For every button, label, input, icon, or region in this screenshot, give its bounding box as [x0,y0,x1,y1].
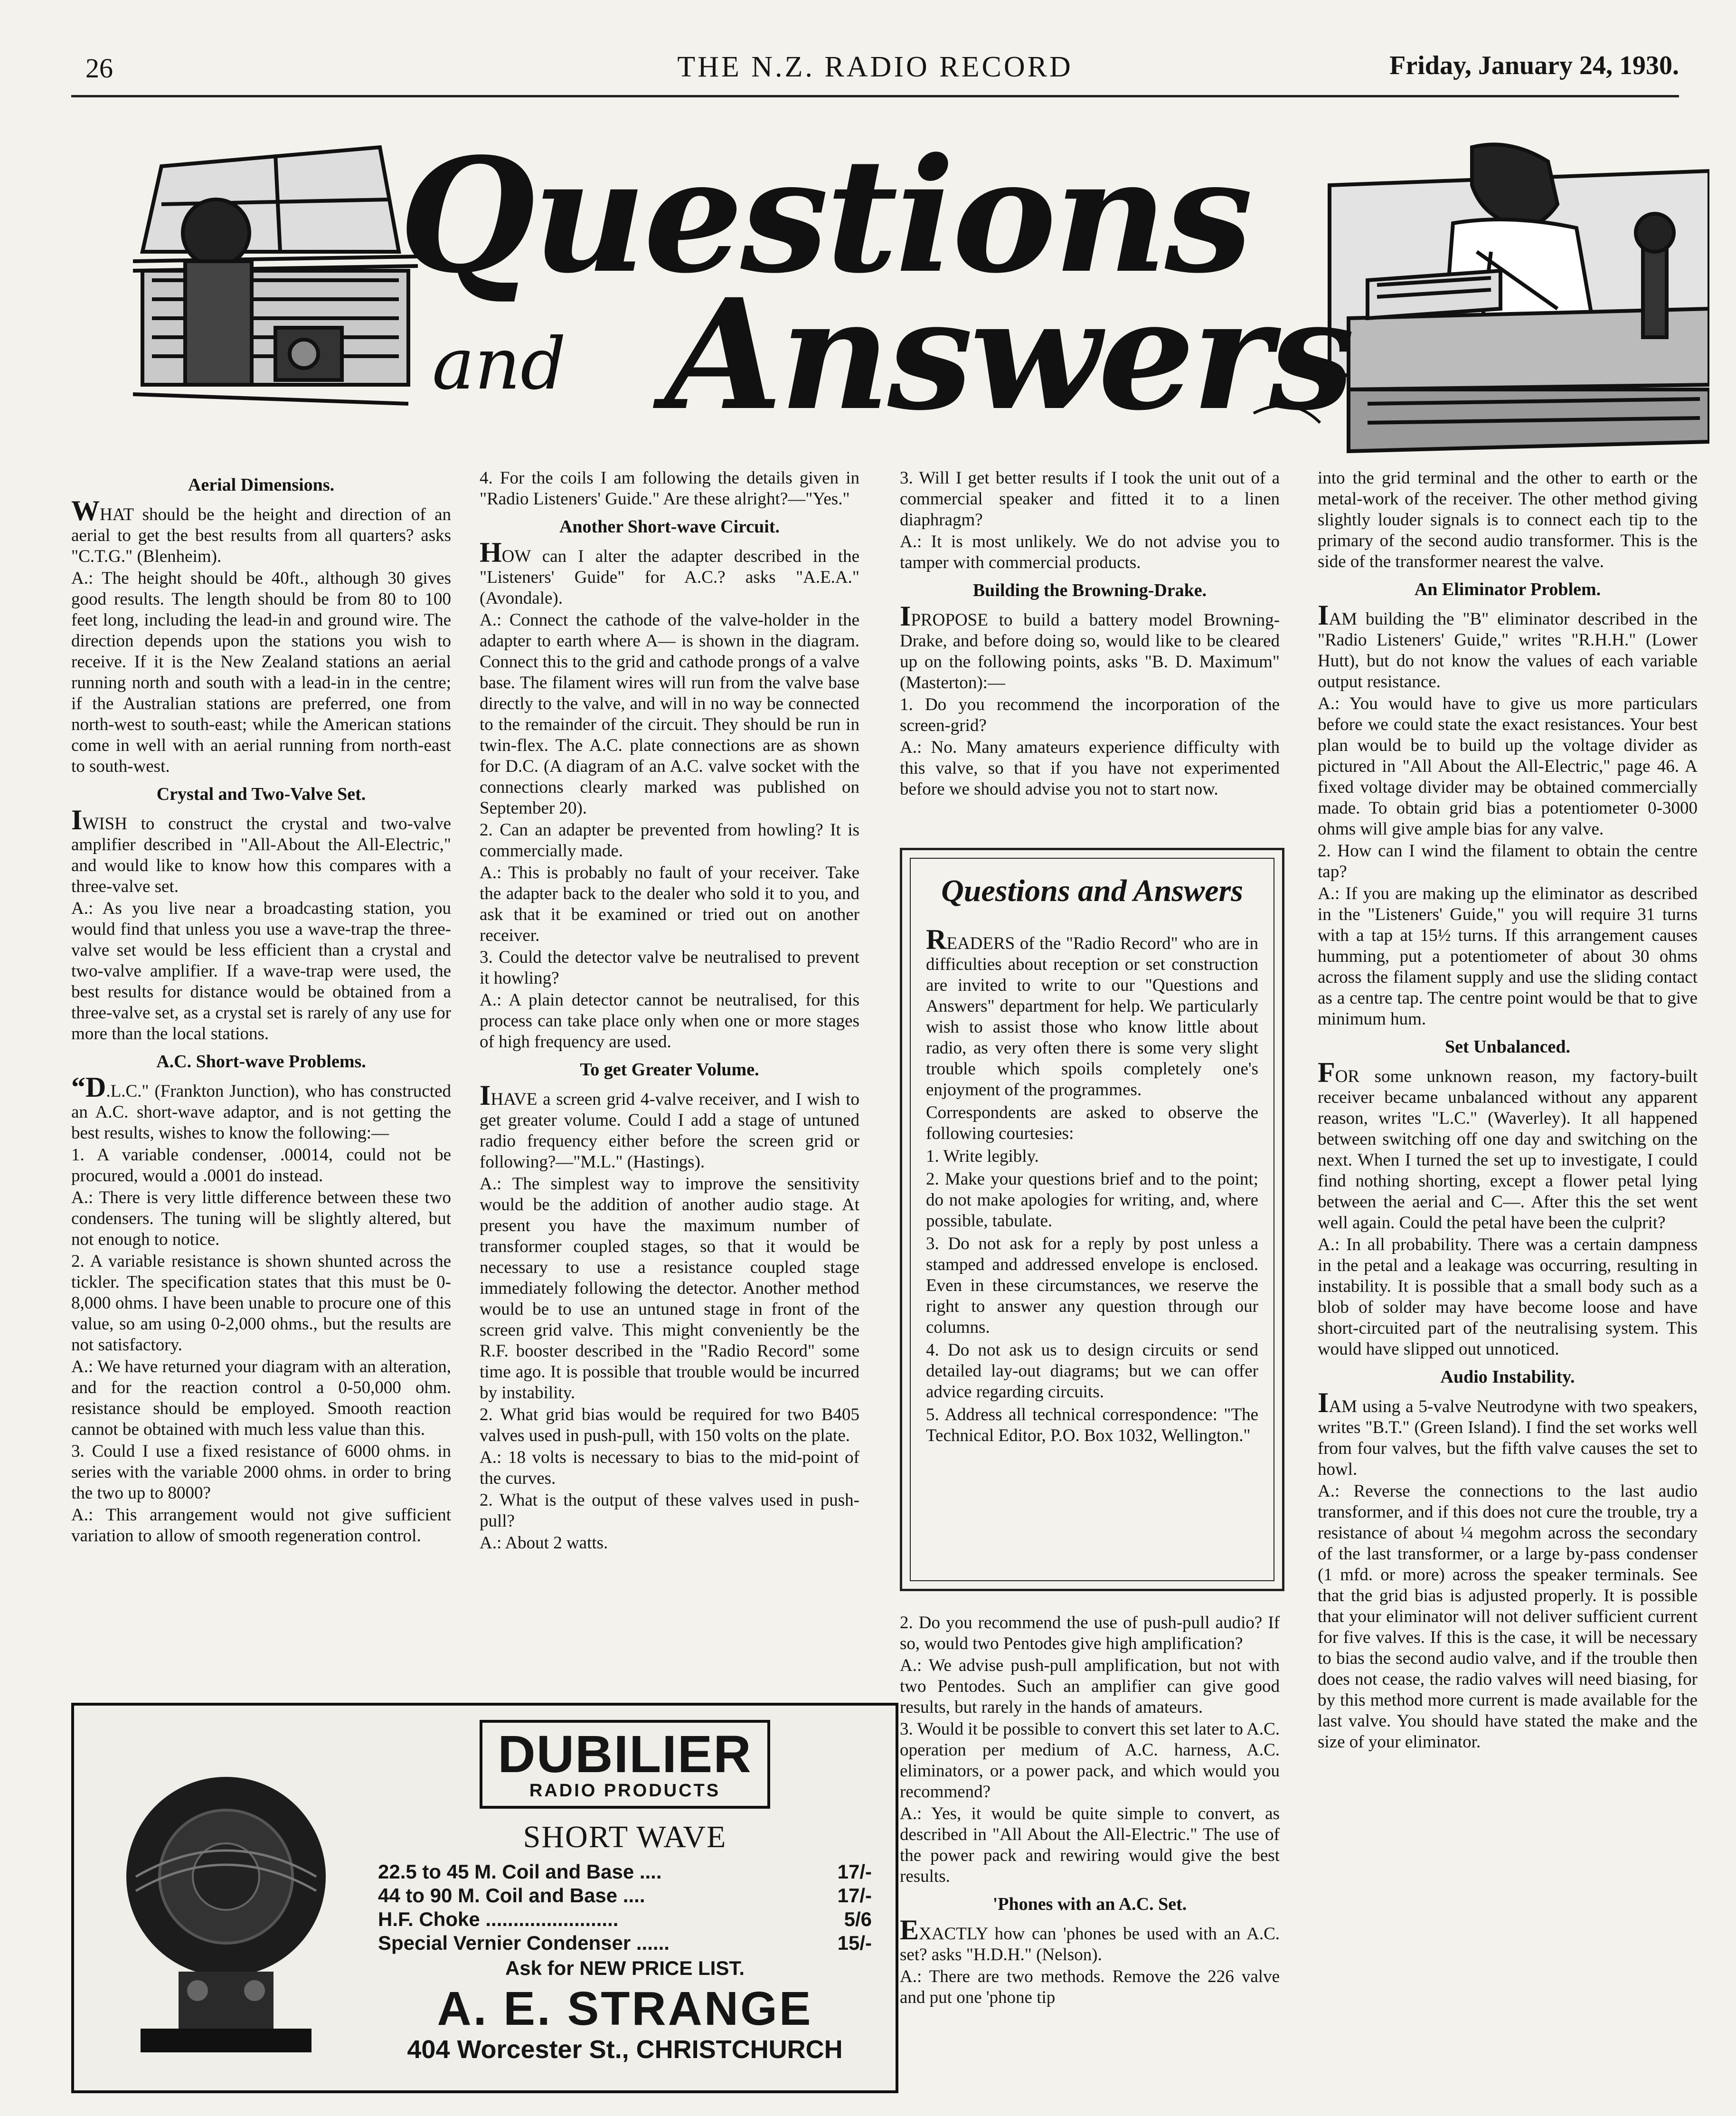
paragraph-text: OW can I alter the adapter described in the "Listeners' Guide" for A.C.? asks "A.E.A." (Avondale). [480,547,859,608]
ad-heading: SHORT WAVE [523,1820,727,1854]
banner-word-answers: Answers [665,266,1352,444]
paragraph [480,947,859,989]
drop-cap: “D [71,1072,106,1103]
paragraph-text: 3. Could I use a fixed resistance of 6000 ohms. in series with the variable 2000 ohms. in order to bring the two up to 8000? [71,1442,451,1503]
paragraph-text: 4. For the coils I am following the details given in "Radio Listeners' Guide." Are these alright?—"Yes." [480,468,859,509]
paragraph-text: HAVE a screen grid 4-valve receiver, and I wish to get greater volume. Could I add a stage of untuned radio frequency either before the screen grid or following?—"M.L." (Hastings). [480,1090,859,1172]
brand-subtitle: RADIO PRODUCTS [529,1781,721,1801]
banner-title [399,123,1444,456]
paragraph [480,1447,859,1489]
paragraph-text: 2. A variable resistance is shown shunted across the tickler. The specification states that this must be 0-8,000 ohms. I have been unable to procure one of this value, so am using 0-2,000 ohms., but the results are not satisfactory. [71,1252,451,1355]
product-name: 44 to 90 M. Coil and Base .... [378,1884,645,1907]
brand-name: DUBILIER [498,1725,752,1784]
paragraph-text: A.: It is most unlikely. We do not advise you to tamper with commercial products. [900,532,1280,572]
box-paragraph [926,1169,1258,1232]
paragraph-text: A.: About 2 watts. [480,1533,608,1553]
paragraph-text: 2. What grid bias would be required for two B405 valves used in push-pull, with 150 volts on the plate. [480,1405,859,1445]
drop-cap: I [900,600,911,632]
paragraph [1318,599,1698,693]
product-name: Special Vernier Condenser ...... [378,1932,670,1954]
section-heading: Set Unbalanced. [1445,1037,1570,1057]
paragraph [480,468,859,510]
product-price: 17/- [837,1860,872,1883]
info-box-title: Questions and Answers [941,873,1243,908]
paragraph-text: AM using a 5-valve Neutrodyne with two speakers, writes "B.T." (Green Island). I find the set works well from four valves, but the fifth valve causes the set to howl. [1318,1397,1698,1479]
paragraph-text: AM building the "B" eliminator described in the "Radio Listeners' Guide," writes "R.H.H." (Lower Hutt), but do not know the values of each variable output resistance. [1318,609,1698,692]
section-heading: 'Phones with an A.C. Set. [992,1894,1187,1914]
publication-title: THE N.Z. RADIO RECORD [677,51,1073,83]
paragraph [480,863,859,946]
paragraph-text: WISH to construct the crystal and two-valve amplifier described in "All-About the All-Electric," and would like to know how this compares with a three-valve set. [71,814,451,896]
paragraph [900,1966,1280,2008]
paragraph [900,737,1280,800]
paragraph [900,531,1280,573]
paragraph-text: A.: We advise push-pull amplification, but not with two Pentodes. Such an amplifier can give good results, but rarely in the hands of amateurs. [900,1656,1280,1717]
box-paragraph [926,1146,1258,1167]
paragraph [71,1357,451,1440]
page-header [71,47,1679,85]
paragraph-text: A.: This is probably no fault of your receiver. Take the adapter back to the dealer who sold it to you, and ask that it be examined or tried out on another receiver. [480,863,859,945]
paragraph-text: 2. Can an adapter be prevented from howling? It is commercially made. [480,820,859,861]
issue-date: Friday, January 24, 1930. [1389,51,1679,80]
paragraph [900,1803,1280,1887]
paragraph-text: A.: We have returned your diagram with an alteration, and for the reaction control a 0-50,000 ohm. resistance should be employed. Smooth reaction cannot be obtained with much less value than this. [71,1357,451,1439]
drop-cap: I [480,1080,491,1111]
paragraph [71,1505,451,1547]
box-paragraph-text: Correspondents are asked to observe the following courtesies: [926,1103,1258,1143]
paragraph [900,1613,1280,1654]
section-heading: To get Greater Volume. [580,1060,759,1080]
price-row [378,1860,872,1884]
paragraph-text: 3. Will I get better results if I took the unit out of a commercial speaker and fitted it to a linen diaphragm? [900,468,1280,530]
column-3-bottom [900,1613,1280,2009]
paragraph [71,1441,451,1504]
paragraph-text: A.: The height should be 40ft., although 30 gives good results. The length should be from 80 to 100 feet long, including the lead-in and ground wire. The direction depends upon the stations you wish to receive. If it is the New Zealand stations an aerial running north and south with a lead-in in the centre; if the Australian stations are preferred, one from north-west to south-east; while the American stations come in well with an aerial running from north-east to south-west. [71,569,451,776]
drop-cap: I [71,804,83,835]
paragraph-text: 3. Could the detector valve be neutralised to prevent it howling? [480,948,859,988]
drop-cap: W [71,495,100,526]
box-paragraph [926,1102,1258,1144]
paragraph-text: A.: 18 volts is necessary to bias to the mid-point of the curves. [480,1448,859,1488]
paragraph [480,1080,859,1173]
banner-word-and: and [432,323,566,406]
paragraph-text: A.: In all probability. There was a certain dampness in the petal and a leakage was occurring, resulting in instability. It is possible that a small body such as a blob of solder may have become loose and have short-circuited part of the neutralising system. This would have slipped out unnoticed. [1318,1235,1698,1359]
drop-cap: I [1318,1387,1329,1418]
paragraph [480,537,859,609]
box-paragraph-text: 3. Do not ask for a reply by post unless a stamped and addressed envelope is enclosed. Even in these circumstances, we reserve the right to answer any question through our columns. [926,1234,1258,1337]
paragraph [71,1072,451,1144]
paragraph-text: A.: As you live near a broadcasting station, you would find that unless you use a wave-trap the three-valve set would be less efficient than a crystal and two-valve amplifier. If a wave-trap were used, the best results for distance would be obtained from a three-valve set, as a crystal set is rarely of any use for more than the local stations. [71,899,451,1044]
box-paragraph [926,1404,1258,1446]
section-heading: A.C. Short-wave Problems. [156,1052,366,1072]
product-price: 5/6 [844,1908,872,1930]
paragraph-text: 2. How can I wind the filament to obtain the centre tap? [1318,841,1698,882]
paragraph [900,600,1280,693]
paragraph-text: A.: You would have to give us more particulars before we could state the exact resistances. Your best plan would be to build up the voltage divider as pictured in "All About the All-Electric," page 46. A fixed voltage divider may be obtained commercially made. To obtain grid bias a potentiometer 0-3000 ohms will give ample bias for any valve. [1318,694,1698,839]
paragraph [900,1655,1280,1718]
page-number: 26 [85,53,113,84]
section-heading: Building the Browning-Drake. [972,580,1207,600]
paragraph [71,495,451,567]
drop-cap: R [926,924,947,955]
drop-cap: I [1318,599,1329,631]
header-rule [71,95,1679,97]
box-paragraph [926,1340,1258,1403]
paragraph-text: A.: Connect the cathode of the valve-holder in the adapter to earth where A— is shown in the diagram. Connect this to the grid and cathode prongs of a valve base. The filament wires will run from the valve base directly to the valve, and will in no way be connected to the remainder of the circuit. They should be run in twin-flex. The A.C. plate connections are as shown for D.C. (A diagram of an A.C. valve socket with the connections clearly marked was published on September 20). [480,610,859,818]
paragraph [1318,1387,1698,1480]
column-3-top [900,468,1280,801]
paragraph-text: 1. A variable condenser, .00014, could not be procured, would a .0001 do instead. [71,1145,451,1186]
paragraph-text: 1. Do you recommend the incorporation of the screen-grid? [900,695,1280,735]
firm-name: A. E. STRANGE [437,1982,813,2035]
paragraph [71,1187,451,1250]
paragraph [480,1404,859,1446]
paragraph [480,990,859,1053]
paragraph [900,1719,1280,1803]
box-paragraph-text: 4. Do not ask us to design circuits or send detailed lay-out diagrams; but we can offer advice regarding circuits. [926,1340,1258,1402]
product-name: 22.5 to 45 M. Coil and Base .... [378,1860,662,1883]
paragraph-text: 3. Would it be possible to convert this set later to A.C. operation per medium of A.C. harness, A.C. eliminators, or a power pack, and which would you recommend? [900,1719,1280,1802]
info-box-body [926,924,1258,1446]
paragraph [1318,693,1698,840]
paragraph [1318,1481,1698,1753]
paragraph [1318,468,1698,572]
drop-cap: E [900,1914,919,1945]
paragraph-text: A.: There are two methods. Remove the 226 valve and put one 'phone tip [900,1967,1280,2007]
box-paragraph-text: 2. Make your questions brief and to the point; do not make apologies for writing, and, where possible, tabulate. [926,1169,1258,1231]
section-heading: Audio Instability. [1440,1367,1575,1387]
column-1 [71,468,451,1547]
box-paragraph-text: EADERS of the "Radio Record" who are in difficulties about reception or set construction are invited to write to our "Questions and Answers" department for help. We particularly wish to assist those who know little about radio, as very often there is some very slight trouble which spoils completely one's enjoyment of the programmes. [926,934,1258,1100]
info-box [900,848,1284,1591]
firm-address: 404 Worcester St., CHRISTCHURCH [407,2035,843,2064]
paragraph [1318,1057,1698,1234]
box-paragraph [926,924,1258,1101]
paragraph-text: 2. What is the output of these valves used in push-pull? [480,1490,859,1531]
dubilier-advert [71,1703,898,2093]
paragraph-text: A.: Yes, it would be quite simple to convert, as described in "All About the All-Electric." The use of the power pack and rewiring would give the best results. [900,1804,1280,1886]
banner-word-questions: Questions [399,123,1250,308]
paragraph [480,1533,859,1554]
column-2 [480,468,859,1555]
price-row [378,1931,872,1955]
paragraph-text: .L.C." (Frankton Junction), who has constructed an A.C. short-wave adaptor, and is not getting the best results, wishes to know the following:— [71,1082,451,1143]
price-row [378,1884,872,1907]
paragraph [71,1145,451,1186]
paragraph [1318,1234,1698,1360]
drop-cap: F [1318,1057,1335,1088]
price-list [378,1860,872,1955]
paragraph-text: A.: A plain detector cannot be neutralised, for this process can take place only when one or more stages of high frequency are used. [480,990,859,1052]
section-banner [133,109,1709,470]
paragraph [71,1251,451,1356]
paragraph [1318,841,1698,882]
box-paragraph-text: 1. Write legibly. [926,1147,1039,1166]
paragraph-text: PROPOSE to build a battery model Browning-Drake, and before doing so, would like to be cleared up on the following points, asks "B. D. Maximum" (Masterton):— [900,610,1280,693]
paragraph [71,804,451,897]
section-heading: Crystal and Two-Valve Set. [156,784,366,804]
paragraph-text: A.: This arrangement would not give sufficient variation to allow of smooth regeneration control. [71,1505,451,1546]
column-4 [1318,468,1698,1754]
product-name: H.F. Choke ........................ [378,1908,619,1930]
box-paragraph-text: 5. Address all technical correspondence: "The Technical Editor, P.O. Box 1032, Wellington." [926,1405,1258,1445]
paragraph-text: A.: The simplest way to improve the sensitivity would be the addition of another audio stage. At present you have the maximum number of transformer coupled stages, so that it would be necessary to use a resistance coupled stage immediately following the detector. Another method would be to use an untuned stage in front of the screen grid valve. This might conveniently be the R.F. booster described in the "Radio Record" some time ago. It is possible that trouble would be incurred by instability. [480,1174,859,1403]
paragraph-text: A.: There is very little difference between these two condensers. The tuning will be slightly altered, but not enough to notice. [71,1188,451,1249]
product-price: 17/- [837,1884,872,1907]
paragraph [900,694,1280,736]
paragraph-text: XACTLY how can 'phones be used with an A.C. set? asks "H.D.H." (Nelson). [900,1924,1280,1964]
paragraph [71,898,451,1044]
drop-cap: H [480,537,502,568]
paragraph-text: OR some unknown reason, my factory-built receiver became unbalanced without any apparent reason, writes "L.C." (Waverley). It all happened between switching off one day and switching on the next. When I turned the set up to investigate, I could find nothing shorting, except a flower petal lying between the aerial and C—. After this the set went well again. Could the petal have been the culprit? [1318,1067,1698,1233]
paragraph-text: A.: Reverse the connections to the last audio transformer, and if this does not cure the trouble, try a resistance of about ¼ megohm across the secondary of the last transformer, or a large by-pass condenser (1 mfd. or more) across the speaker terminals. See that the grid bias is adjusted properly. It is possible that your eliminator will not deliver sufficient current for five valves. If this is the case, it will be necessary to bias the second audio valve, and if the trouble then does not cease, the radio valves will need biasing, for by this method more current is made available for the last valve. You should have stated the make and the size of your eliminator. [1318,1481,1698,1752]
paragraph-text: 2. Do you recommend the use of push-pull audio? If so, would two Pentodes give high amplification? [900,1613,1280,1653]
paragraph [1318,883,1698,1030]
paragraph-text: HAT should be the height and direction of an aerial to get the best results from all quarters? asks "C.T.G." (Blenheim). [71,505,451,566]
section-heading: An Eliminator Problem. [1414,579,1601,599]
box-paragraph [926,1234,1258,1338]
paragraph-text: A.: No. Many amateurs experience difficulty with this valve, so that if you have not experimented before we should advise you not to start now. [900,738,1280,799]
section-heading: Another Short-wave Circuit. [559,517,780,537]
product-price: 15/- [837,1932,872,1954]
paragraph [900,1914,1280,1965]
price-row [378,1907,872,1931]
paragraph-text: into the grid terminal and the other to earth or the metal-work of the receiver. The other method giving slightly louder signals is to connect each tip to the primary of the second audio transformer. This is the side of the transformer nearest the valve. [1318,468,1698,571]
section-heading: Aerial Dimensions. [188,475,335,495]
paragraph-text: A.: If you are making up the eliminator as described in the "Listeners' Guide," you will require 31 turns with a tap at 15½ turns. If this arrangement causes humming, put a potentiometer of about 30 ohms across the filament supply and use the sliding contact as a centre tap. The centre point would be that to give minimum hum. [1318,884,1698,1029]
paragraph [480,610,859,819]
paragraph [480,1490,859,1532]
paragraph [900,468,1280,531]
coil-illustration [107,1767,354,2062]
dubilier-logo [480,1720,770,1809]
paragraph [480,1174,859,1404]
paragraph [71,568,451,777]
paragraph [480,820,859,862]
price-list-note: Ask for NEW PRICE LIST. [505,1957,745,1979]
